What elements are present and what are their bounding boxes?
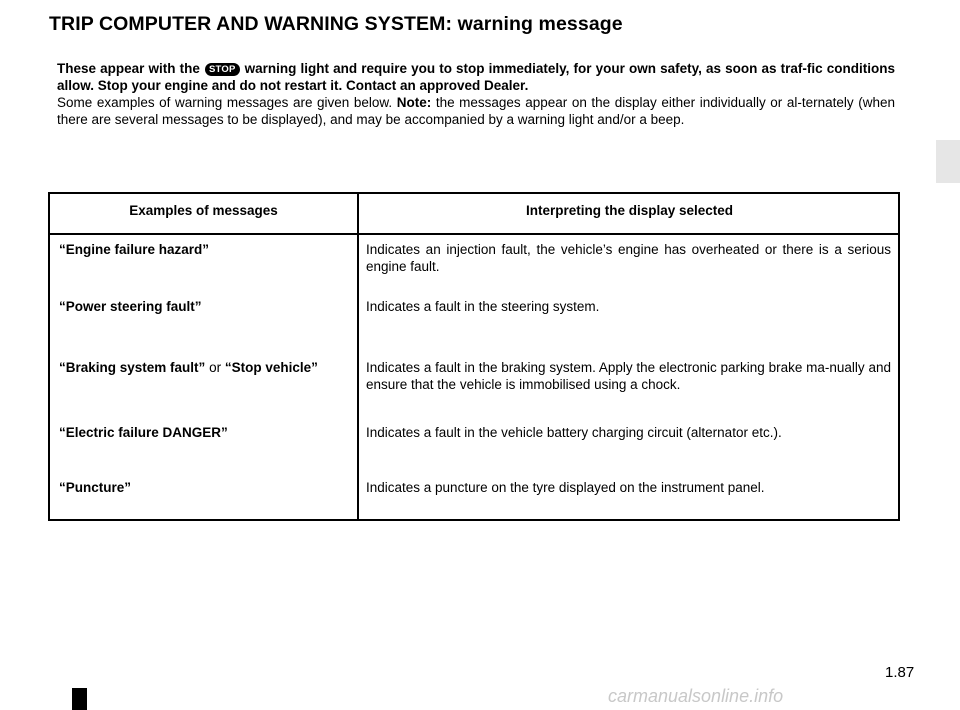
- section-tab-marker: [936, 140, 960, 183]
- description-cell: Indicates a fault in the vehicle battery charging circuit (alternator etc.).: [366, 425, 782, 440]
- page-number: 1.87: [885, 664, 915, 681]
- description-cell: Indicates a puncture on the tyre displayed on the instrument panel.: [366, 480, 765, 495]
- intro-examples-paragraph: [57, 94, 895, 128]
- intro-warning-lead: These appear with the: [57, 61, 200, 76]
- message-cell: “Engine failure hazard”: [59, 242, 210, 257]
- note-label: Note:: [396, 95, 432, 110]
- message-connector: or: [209, 360, 222, 375]
- intro-examples-lead: Some examples of warning messages are given below.: [57, 95, 393, 110]
- table-header-divider: [50, 233, 898, 235]
- warning-messages-table: [48, 192, 900, 521]
- message-cell: “Power steering fault”: [59, 299, 202, 314]
- watermark-text: carmanualsonline.info: [608, 686, 784, 706]
- intro-note-body: the messages appear on the display either individually or al-ternately (when there are several messages to be displayed), and may be accompanied by a warning light and/or a beep.: [57, 95, 895, 127]
- message-text-alt: “Stop vehicle”: [224, 360, 318, 375]
- message-cell: “Electric failure DANGER”: [59, 425, 228, 440]
- page-title: TRIP COMPUTER AND WARNING SYSTEM: warning message: [49, 13, 623, 35]
- intro-warning-body: warning light and require you to stop immediately, for your own safety, as soon as traf-fic conditions allow. Stop your engine and do not restart it. Contact an approved Dealer.: [57, 61, 895, 93]
- intro-text: [57, 60, 895, 128]
- description-cell: Indicates a fault in the steering system.: [366, 299, 600, 314]
- message-cell: [59, 359, 353, 376]
- table-column-divider: [357, 194, 359, 519]
- description-cell: Indicates an injection fault, the vehicle’s engine has overheated or there is a serious engine fault.: [366, 242, 891, 274]
- stop-warning-light-icon: STOP: [205, 63, 240, 76]
- column-header-messages: Examples of messages: [129, 203, 278, 218]
- column-header-interpretation: Interpreting the display selected: [525, 203, 734, 218]
- description-cell: Indicates a fault in the braking system. Apply the electronic parking brake ma-nually and ensure that the vehicle is immobilised using a chock.: [366, 360, 891, 392]
- message-text: “Braking system fault”: [59, 360, 206, 375]
- corner-crop-mark: [72, 688, 87, 710]
- intro-warning-paragraph: [57, 60, 895, 94]
- message-cell: “Puncture”: [59, 480, 132, 495]
